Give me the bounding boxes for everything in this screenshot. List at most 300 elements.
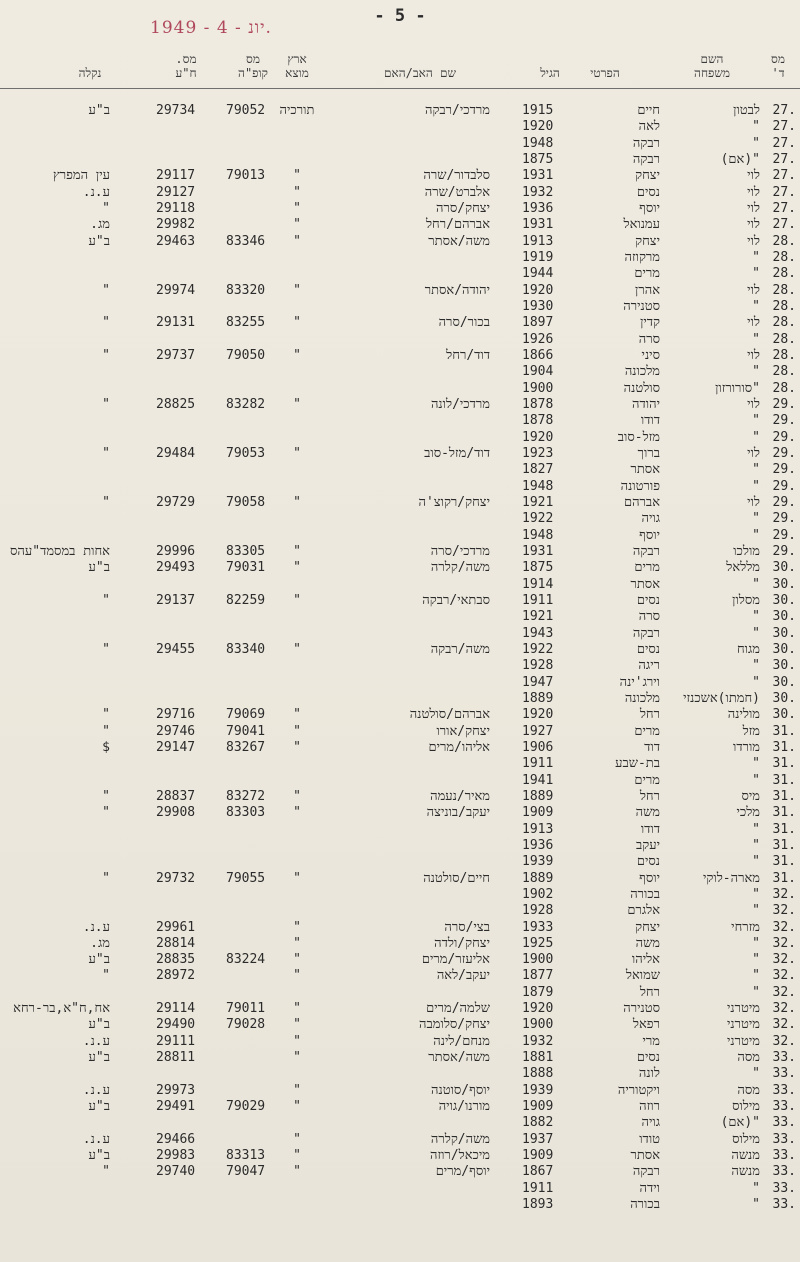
- passport-number: 29117: [156, 168, 196, 184]
- table-row: [0, 854, 800, 870]
- table-row: [0, 756, 800, 772]
- passport-number: 29746: [156, 723, 196, 739]
- country-of-origin: ": [293, 641, 301, 657]
- country-of-origin: ": [293, 1050, 301, 1066]
- family-name: מולינה: [727, 707, 760, 723]
- row-index: 32.: [772, 886, 796, 902]
- birth-year: 1922: [522, 511, 554, 527]
- row-index: 28.: [772, 298, 796, 314]
- absorption-note: ": [102, 968, 110, 984]
- first-name: סיני: [641, 347, 660, 363]
- birth-year: 1878: [522, 413, 554, 429]
- absorption-note: ": [102, 723, 110, 739]
- handwritten-date-note: 1949 - יונ - 4.: [150, 18, 272, 38]
- first-name: רבקה: [632, 151, 660, 167]
- row-index: 30.: [772, 576, 796, 592]
- absorption-note: עין המפרץ: [52, 168, 110, 184]
- first-name: יעקב: [636, 837, 660, 853]
- table-row: [0, 348, 800, 364]
- birth-year: 1875: [522, 151, 554, 167]
- table-row: [0, 1099, 800, 1115]
- first-name: וירג'ינה: [619, 674, 660, 690]
- family-name: מללאל: [726, 560, 760, 576]
- first-name: רבקה: [632, 625, 660, 641]
- first-name: עמנואל: [623, 217, 660, 233]
- immigration-number: 79055: [226, 870, 266, 886]
- birth-year: 1930: [522, 298, 554, 314]
- first-name: מרי: [642, 1033, 660, 1049]
- parents-names: אליהו/מרים: [428, 739, 490, 755]
- table-row: [0, 397, 800, 413]
- parents-names: יצחק/רקוצ'ה: [418, 494, 490, 510]
- table-row: [0, 1164, 800, 1180]
- first-name: גויה: [641, 511, 660, 527]
- birth-year: 1923: [522, 445, 554, 461]
- table-row: [0, 560, 800, 576]
- table-row: [0, 250, 800, 266]
- passport-number: 28972: [156, 968, 196, 984]
- first-name: רחל: [639, 707, 660, 723]
- birth-year: 1909: [522, 805, 554, 821]
- parents-names: מרדכי/סרה: [430, 543, 490, 559]
- parents-names: אליעזר/מרים: [421, 952, 490, 968]
- table-row: [0, 593, 800, 609]
- table-row: [0, 1017, 800, 1033]
- row-index: 31.: [772, 772, 796, 788]
- country-of-origin: ": [293, 1131, 301, 1147]
- passport-number: 29127: [156, 184, 196, 200]
- first-name: יצחק: [635, 233, 660, 249]
- row-index: 31.: [772, 788, 796, 804]
- birth-year: 1827: [522, 462, 554, 478]
- country-of-origin: ": [293, 1017, 301, 1033]
- parents-names: סלבדור/שרה: [423, 168, 490, 184]
- passport-number: 29491: [156, 1099, 196, 1115]
- passport-number: 29466: [156, 1131, 196, 1147]
- first-name: מלכונה: [624, 690, 660, 706]
- table-row: [0, 479, 800, 495]
- birth-year: 1881: [522, 1050, 554, 1066]
- immigration-number: 79041: [226, 723, 266, 739]
- birth-year: 1888: [522, 1066, 554, 1082]
- passport-number: 29740: [156, 1164, 196, 1180]
- birth-year: 1926: [522, 331, 554, 347]
- first-name: מרים: [634, 772, 660, 788]
- family-name: ": [752, 249, 760, 265]
- birth-year: 1920: [522, 707, 554, 723]
- first-name: מזל-סוב: [617, 429, 660, 445]
- parents-names: מאיר/נעמה: [430, 788, 490, 804]
- row-index: 33.: [772, 1050, 796, 1066]
- row-index: 31.: [772, 805, 796, 821]
- passport-number: 29729: [156, 494, 196, 510]
- parents-names: יוסף/מרים: [435, 1164, 490, 1180]
- parents-names: יצחק/סרה: [436, 200, 490, 216]
- family-name: מיס: [741, 788, 760, 804]
- first-name: רבקה: [632, 1164, 660, 1180]
- table-row: [0, 609, 800, 625]
- table-row: [0, 642, 800, 658]
- table-row: [0, 446, 800, 462]
- birth-year: 1893: [522, 1197, 554, 1213]
- absorption-note: אחות במסמד"עהס: [10, 543, 110, 559]
- table-row: [0, 1066, 800, 1082]
- country-of-origin: ": [293, 184, 301, 200]
- immigration-number: 83313: [226, 1148, 266, 1164]
- table-row: [0, 283, 800, 299]
- row-index: 28.: [772, 331, 796, 347]
- passport-number: 29908: [156, 805, 196, 821]
- family-name: לוי: [747, 168, 760, 184]
- parents-names: יצחק/סלומבה: [419, 1017, 490, 1033]
- birth-year: 1906: [522, 739, 554, 755]
- row-index: 27.: [772, 168, 796, 184]
- row-index: 28.: [772, 364, 796, 380]
- header-immigration-no: מס קופ"ה: [238, 52, 268, 80]
- first-name: נסים: [636, 641, 660, 657]
- table-row: [0, 658, 800, 674]
- row-index: 31.: [772, 837, 796, 853]
- row-index: 30.: [772, 625, 796, 641]
- row-index: 28.: [772, 315, 796, 331]
- birth-year: 1897: [522, 315, 554, 331]
- first-name: פורטונה: [620, 478, 660, 494]
- passport-number: 29493: [156, 560, 196, 576]
- family-name: מיטרני: [727, 1033, 760, 1049]
- table-row: [0, 511, 800, 527]
- family-name: ": [752, 527, 760, 543]
- immigration-number: 79052: [226, 103, 266, 118]
- row-index: 30.: [772, 707, 796, 723]
- first-name: מרים: [634, 560, 660, 576]
- family-name: מיטרני: [727, 1001, 760, 1017]
- parents-names: מרדכי/לונה: [430, 396, 490, 412]
- table-row: [0, 462, 800, 478]
- immigration-number: 79053: [226, 445, 266, 461]
- first-name: רוזה: [639, 1099, 660, 1115]
- birth-year: 1878: [522, 396, 554, 412]
- birth-year: 1928: [522, 903, 554, 919]
- absorption-note: ע.נ.: [82, 1131, 110, 1147]
- birth-year: 1909: [522, 1099, 554, 1115]
- absorption-note: ב"ע: [88, 1017, 110, 1033]
- country-of-origin: ": [293, 233, 301, 249]
- first-name: לונה: [638, 1066, 660, 1082]
- row-index: 31.: [772, 723, 796, 739]
- parents-names: משה/קלרה: [430, 560, 490, 576]
- absorption-note: ב"ע: [88, 560, 110, 576]
- table-row: [0, 103, 800, 119]
- family-name: לוי: [747, 445, 760, 461]
- first-name: סרה: [638, 331, 660, 347]
- birth-year: 1915: [522, 103, 554, 118]
- family-name: ": [752, 119, 760, 135]
- birth-year: 1939: [522, 854, 554, 870]
- immigration-number: 83282: [226, 396, 266, 412]
- birth-year: 1911: [522, 756, 554, 772]
- absorption-note: ": [102, 641, 110, 657]
- parents-names: מורנו/גויה: [438, 1099, 490, 1115]
- row-index: 30.: [772, 592, 796, 608]
- table-row: [0, 985, 800, 1001]
- country-of-origin: ": [293, 1033, 301, 1049]
- row-index: 33.: [772, 1197, 796, 1213]
- family-name: ": [752, 952, 760, 968]
- table-row: [0, 1034, 800, 1050]
- row-index: 33.: [772, 1131, 796, 1147]
- birth-year: 1931: [522, 168, 554, 184]
- table-row: [0, 952, 800, 968]
- parents-names: משה/רבקה: [430, 641, 490, 657]
- birth-year: 1914: [522, 576, 554, 592]
- row-index: 30.: [772, 658, 796, 674]
- family-name: "סורורזון: [715, 380, 760, 396]
- table-row: [0, 724, 800, 740]
- family-name: ": [752, 772, 760, 788]
- first-name: רחל: [639, 984, 660, 1000]
- passport-number: 29732: [156, 870, 196, 886]
- birth-year: 1882: [522, 1115, 554, 1131]
- parents-names: אברהם/סולטנה: [409, 707, 490, 723]
- immigration-number: 79028: [226, 1017, 266, 1033]
- family-name: מנשה: [731, 1164, 760, 1180]
- first-name: אברהם: [623, 494, 660, 510]
- birth-year: 1922: [522, 641, 554, 657]
- birth-year: 1920: [522, 1001, 554, 1017]
- row-index: 30.: [772, 560, 796, 576]
- row-index: 32.: [772, 984, 796, 1000]
- country-of-origin: ": [293, 560, 301, 576]
- immigration-number: 83346: [226, 233, 266, 249]
- birth-year: 1939: [522, 1082, 554, 1098]
- row-index: 33.: [772, 1115, 796, 1131]
- family-name: ": [752, 576, 760, 592]
- row-index: 27.: [772, 200, 796, 216]
- birth-year: 1936: [522, 837, 554, 853]
- row-index: 31.: [772, 870, 796, 886]
- first-name: סטנירה: [623, 1001, 660, 1017]
- country-of-origin: ": [293, 1082, 301, 1098]
- row-index: 29.: [772, 413, 796, 429]
- row-index: 32.: [772, 903, 796, 919]
- parents-names: דוד/מזל-סוב: [424, 445, 490, 461]
- table-row: [0, 185, 800, 201]
- first-name: יוסף: [639, 200, 660, 216]
- country-of-origin: ": [293, 396, 301, 412]
- passport-number: 29484: [156, 445, 196, 461]
- birth-year: 1877: [522, 968, 554, 984]
- parents-names: חיים/סולטנה: [423, 870, 490, 886]
- first-name: וידה: [639, 1180, 660, 1196]
- country-of-origin: ": [293, 870, 301, 886]
- table-row: [0, 626, 800, 642]
- first-name: גויה: [641, 1115, 660, 1131]
- immigration-number: 83305: [226, 543, 266, 559]
- absorption-note: ע.נ.: [82, 184, 110, 200]
- immigration-number: 83255: [226, 315, 266, 331]
- first-name: אליהו: [631, 952, 660, 968]
- country-of-origin: ": [293, 592, 301, 608]
- row-index: 31.: [772, 854, 796, 870]
- family-name: ": [752, 854, 760, 870]
- family-name: ": [752, 837, 760, 853]
- table-row: [0, 887, 800, 903]
- immigration-number: 79050: [226, 347, 266, 363]
- family-name: לוי: [747, 282, 760, 298]
- birth-year: 1879: [522, 984, 554, 1000]
- passport-number: 29455: [156, 641, 196, 657]
- absorption-note: ב"ע: [88, 952, 110, 968]
- first-name: ברוך: [637, 445, 660, 461]
- row-index: 27.: [772, 184, 796, 200]
- row-index: 30.: [772, 609, 796, 625]
- immigration-number: 83320: [226, 282, 266, 298]
- birth-year: 1932: [522, 184, 554, 200]
- passport-number: 29973: [156, 1082, 196, 1098]
- family-name: ": [752, 266, 760, 282]
- first-name: יצחק: [635, 919, 660, 935]
- parents-names: בצי/סרה: [444, 919, 490, 935]
- absorption-note: ב"ע: [88, 1148, 110, 1164]
- first-name: בת-שבע: [615, 756, 660, 772]
- first-name: אסתר: [630, 576, 660, 592]
- row-index: 32.: [772, 1001, 796, 1017]
- immigration-number: 79069: [226, 707, 266, 723]
- header-age: הגיל: [540, 66, 560, 80]
- table-row: [0, 381, 800, 397]
- parents-names: אלברט/שרה: [424, 184, 490, 200]
- absorption-note: $: [102, 739, 110, 755]
- country-of-origin: ": [293, 707, 301, 723]
- first-name: אסתר: [630, 1148, 660, 1164]
- table-row: [0, 364, 800, 380]
- family-name: ": [752, 609, 760, 625]
- table-row: [0, 1001, 800, 1017]
- parents-names: יעקב/לאה: [436, 968, 490, 984]
- family-name: ": [752, 674, 760, 690]
- birth-year: 1931: [522, 543, 554, 559]
- table-row: [0, 315, 800, 331]
- birth-year: 1913: [522, 821, 554, 837]
- absorption-note: ": [102, 315, 110, 331]
- country-of-origin: ": [293, 739, 301, 755]
- country-of-origin: ": [293, 1099, 301, 1115]
- table-row: [0, 920, 800, 936]
- country-of-origin: ": [293, 919, 301, 935]
- country-of-origin: תורכיה: [279, 103, 315, 118]
- table-row: [0, 528, 800, 544]
- row-index: 28.: [772, 282, 796, 298]
- country-of-origin: ": [293, 1001, 301, 1017]
- absorption-note: ": [102, 805, 110, 821]
- first-name: יצחק: [635, 168, 660, 184]
- table-row: [0, 577, 800, 593]
- family-name: מנשה: [731, 1148, 760, 1164]
- family-name: מזל: [742, 723, 760, 739]
- country-of-origin: ": [293, 968, 301, 984]
- birth-year: 1936: [522, 200, 554, 216]
- family-name: מלכי: [736, 805, 760, 821]
- first-name: סרה: [638, 609, 660, 625]
- country-of-origin: ": [293, 445, 301, 461]
- immigration-number: 82259: [226, 592, 266, 608]
- parents-names: יצחק/ולדה: [434, 935, 490, 951]
- row-index: 29.: [772, 543, 796, 559]
- row-index: 33.: [772, 1148, 796, 1164]
- birth-year: 1921: [522, 609, 554, 625]
- first-name: רפאל: [632, 1017, 660, 1033]
- first-name: רחל: [639, 788, 660, 804]
- absorption-note: ע.נ.: [82, 1082, 110, 1098]
- first-name: בכורה: [630, 886, 660, 902]
- table-row: [0, 707, 800, 723]
- absorption-note: ": [102, 282, 110, 298]
- family-name: לוי: [747, 315, 760, 331]
- header-absorption: נקלה: [78, 66, 102, 80]
- immigration-number: 83224: [226, 952, 266, 968]
- row-index: 31.: [772, 739, 796, 755]
- row-index: 27.: [772, 135, 796, 151]
- absorption-note: ": [102, 396, 110, 412]
- birth-year: 1900: [522, 1017, 554, 1033]
- immigration-number: 79029: [226, 1099, 266, 1115]
- family-name: ": [752, 821, 760, 837]
- birth-year: 1904: [522, 364, 554, 380]
- row-index: 27.: [772, 103, 796, 118]
- family-name: ": [752, 935, 760, 951]
- birth-year: 1902: [522, 886, 554, 902]
- country-of-origin: ": [293, 788, 301, 804]
- absorption-note: ": [102, 788, 110, 804]
- table-row: [0, 903, 800, 919]
- first-name: נסים: [636, 854, 660, 870]
- country-of-origin: ": [293, 723, 301, 739]
- birth-year: 1925: [522, 935, 554, 951]
- table-row: [0, 168, 800, 184]
- first-name: יוסף: [639, 527, 660, 543]
- first-name: משה: [635, 935, 660, 951]
- parents-names: סבתאי/רבקה: [422, 592, 490, 608]
- row-index: 28.: [772, 249, 796, 265]
- country-of-origin: ": [293, 168, 301, 184]
- table-row: [0, 332, 800, 348]
- header-passport-no: מס. ח"ע: [175, 52, 197, 80]
- table-row: [0, 1132, 800, 1148]
- family-name: "(אם): [720, 1115, 760, 1131]
- absorption-note: ע.נ.: [82, 1033, 110, 1049]
- row-index: 27.: [772, 119, 796, 135]
- birth-year: 1948: [522, 135, 554, 151]
- birth-year: 1947: [522, 674, 554, 690]
- birth-year: 1919: [522, 249, 554, 265]
- table-row: [0, 217, 800, 233]
- immigration-number: 79058: [226, 494, 266, 510]
- country-of-origin: ": [293, 935, 301, 951]
- country-of-origin: ": [293, 952, 301, 968]
- table-row: [0, 968, 800, 984]
- row-index: 30.: [772, 641, 796, 657]
- country-of-origin: ": [293, 217, 301, 233]
- parents-names: מנחם/לינה: [433, 1033, 490, 1049]
- family-name: ": [752, 511, 760, 527]
- row-index: 33.: [772, 1099, 796, 1115]
- family-name: ": [752, 135, 760, 151]
- page-number: - 5 -: [374, 6, 426, 26]
- family-name: ": [752, 364, 760, 380]
- parents-names: יעקב/בוניצה: [426, 805, 490, 821]
- table-row: [0, 234, 800, 250]
- row-index: 29.: [772, 511, 796, 527]
